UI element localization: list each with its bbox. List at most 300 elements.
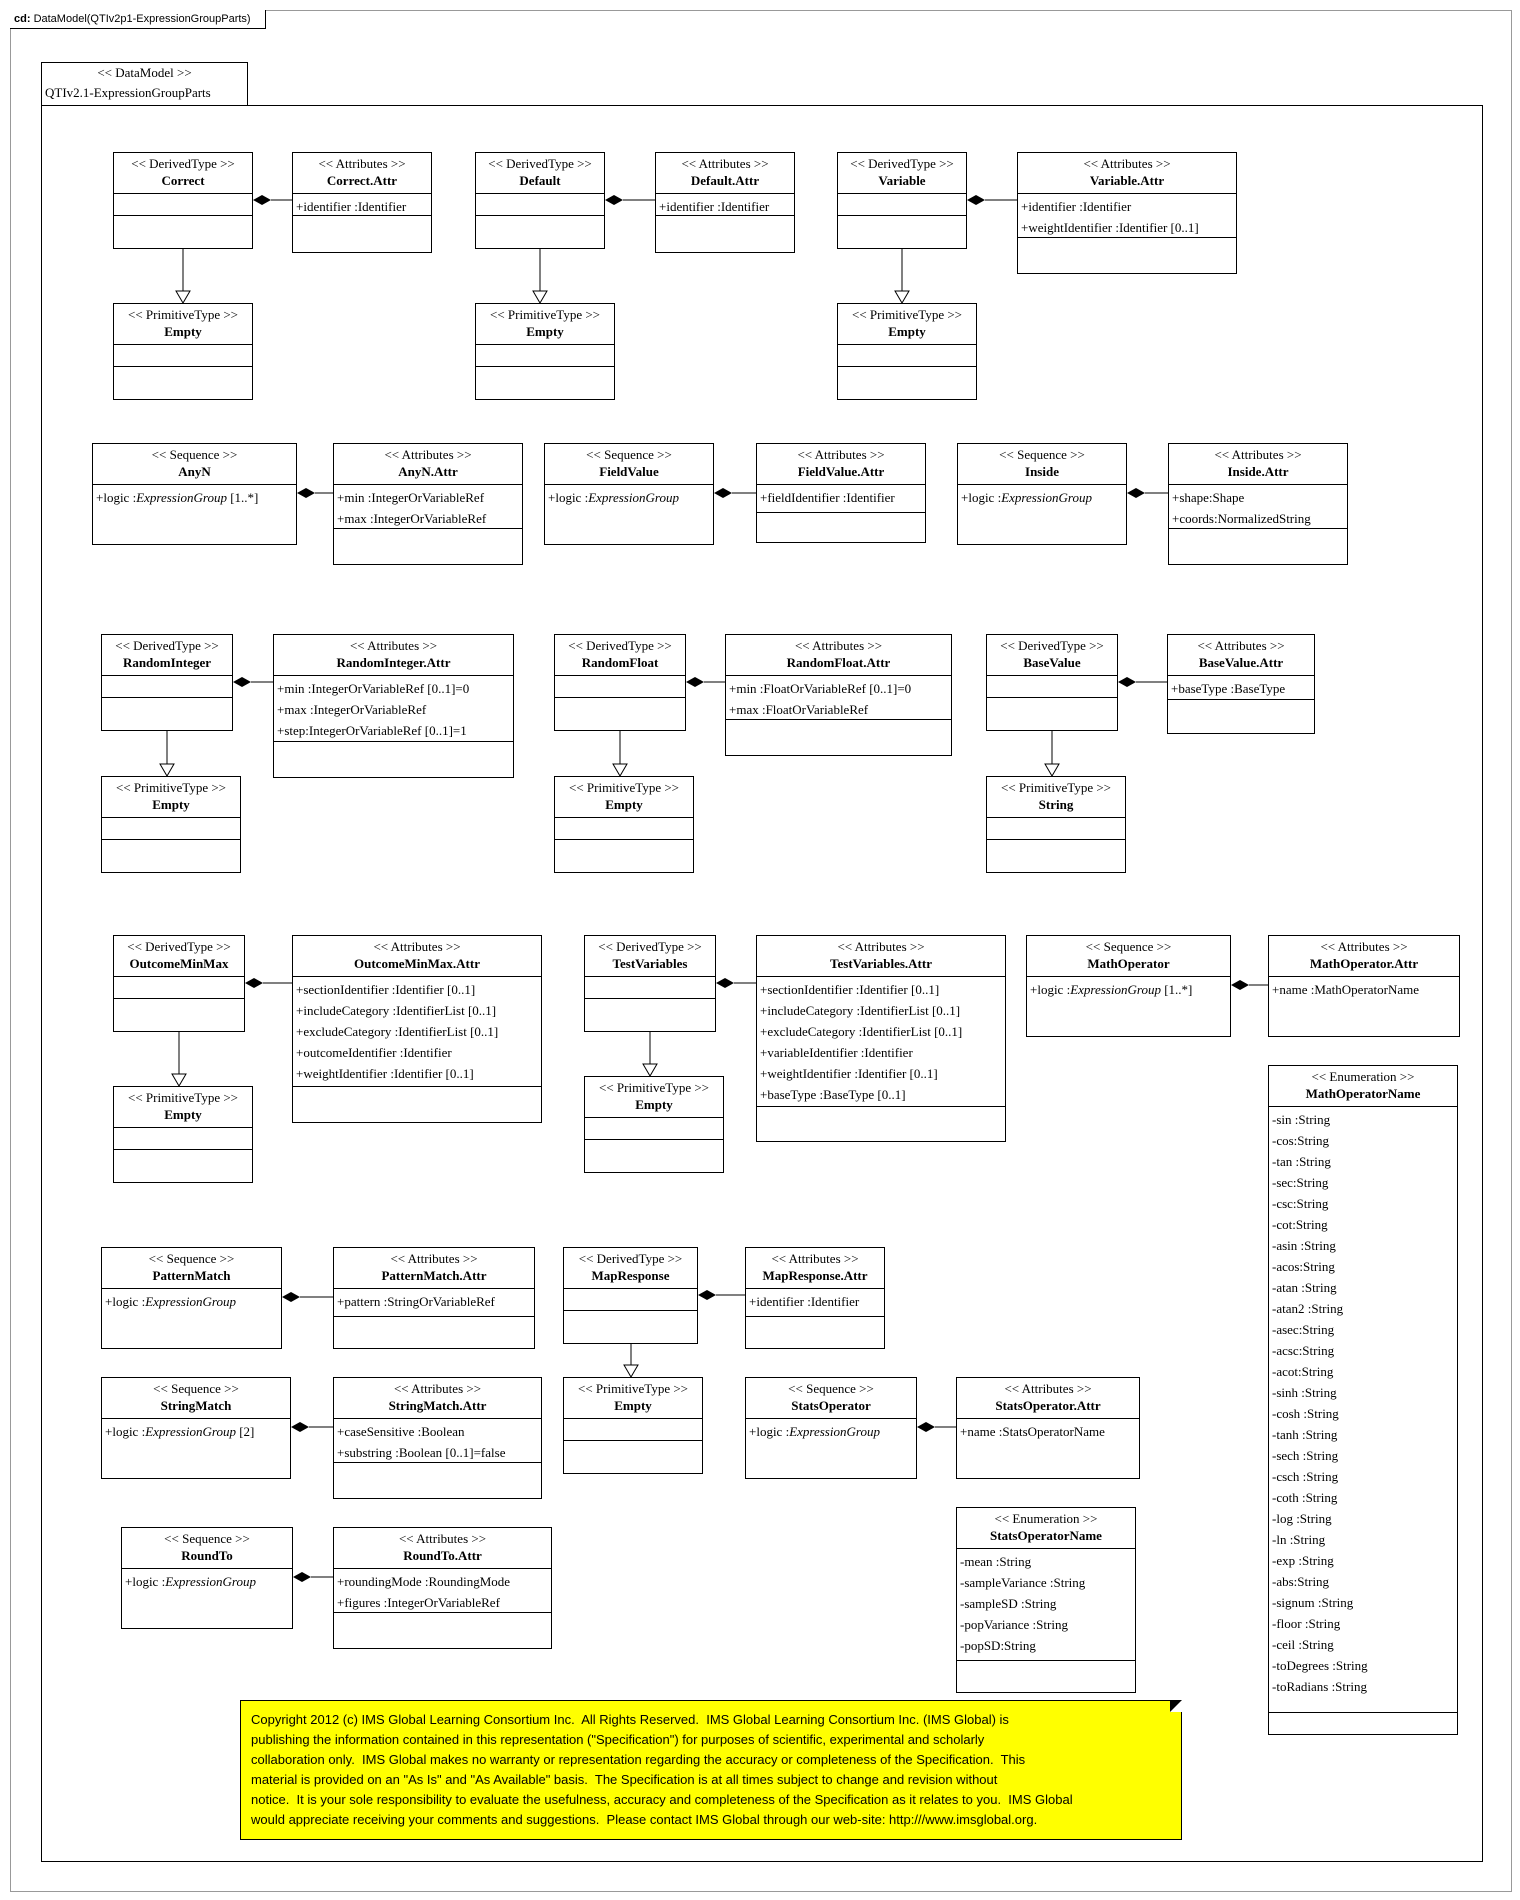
- class-stereotype: << DerivedType >>: [488, 156, 592, 171]
- attribute-compartment: [746, 1289, 884, 1317]
- attribute-row: -sinh :String: [1272, 1385, 1337, 1400]
- operation-compartment: [726, 720, 951, 748]
- attribute-row: -sampleVariance :String: [960, 1575, 1086, 1590]
- class-name: MathOperator: [1087, 956, 1170, 971]
- class-default[interactable]: [475, 152, 605, 249]
- class-stereotype: << Sequence >>: [164, 1531, 250, 1546]
- attribute-row: +identifier :Identifier: [296, 199, 407, 214]
- class-name: Variable.Attr: [1089, 173, 1165, 188]
- operation-compartment: [757, 513, 925, 541]
- attribute-row: +sectionIdentifier :Identifier [0..1]: [760, 982, 940, 997]
- class-header: [555, 777, 693, 818]
- class-stringmatch[interactable]: [101, 1377, 291, 1479]
- class-stereotype: << PrimitiveType >>: [489, 307, 601, 322]
- attribute-row: -popVariance :String: [960, 1617, 1068, 1632]
- class-basevalue-attr[interactable]: [1167, 634, 1315, 734]
- attribute-row: -exp :String: [1272, 1553, 1334, 1568]
- operation-compartment: [656, 216, 794, 244]
- class-patternmatch[interactable]: [101, 1247, 282, 1349]
- class-mathoperator[interactable]: [1026, 935, 1231, 1037]
- class-stereotype: << PrimitiveType >>: [127, 307, 239, 322]
- attribute-row: -asec:String: [1272, 1322, 1335, 1337]
- class-stereotype: << Enumeration >>: [1311, 1069, 1415, 1084]
- class-mapresponse-empty[interactable]: [563, 1377, 703, 1474]
- class-randominteger-attr[interactable]: [273, 634, 514, 778]
- class-stereotype: << DerivedType >>: [1000, 638, 1104, 653]
- frame-label: cd: DataModel(QTIv2p1-ExpressionGroupParts): [10, 10, 266, 29]
- attribute-compartment: [958, 485, 1126, 513]
- class-stereotype: << DerivedType >>: [568, 638, 672, 653]
- class-name: TestVariables.Attr: [830, 956, 932, 971]
- class-header: [476, 153, 604, 194]
- class-name: Empty: [614, 1398, 652, 1413]
- attribute-row: +shape:Shape: [1172, 490, 1245, 505]
- class-fieldvalue-attr[interactable]: [756, 443, 926, 543]
- class-fieldvalue[interactable]: [544, 443, 714, 545]
- class-stereotype: << Enumeration >>: [994, 1511, 1098, 1526]
- class-stereotype: << Attributes >>: [1004, 1381, 1092, 1396]
- operation-compartment: [1018, 238, 1236, 266]
- class-statsoperatorname[interactable]: [956, 1507, 1136, 1693]
- attribute-row: -coth :String: [1272, 1490, 1338, 1505]
- attribute-row: +min :FloatOrVariableRef [0..1]=0: [729, 681, 912, 696]
- class-header: [838, 304, 976, 345]
- attribute-compartment: [1018, 194, 1236, 238]
- class-header: [114, 304, 252, 345]
- class-stereotype: << DerivedType >>: [115, 638, 219, 653]
- class-header: [476, 304, 614, 345]
- class-anyn[interactable]: [92, 443, 297, 545]
- class-basevalue[interactable]: [986, 634, 1118, 731]
- class-name: PatternMatch.Attr: [381, 1268, 487, 1283]
- attribute-row: +excludeCategory :IdentifierList [0..1]: [760, 1024, 963, 1039]
- attribute-compartment: [334, 1569, 551, 1613]
- operation-compartment: [274, 742, 513, 770]
- class-anyn-attr[interactable]: [333, 443, 523, 565]
- attribute-row: -sampleSD :String: [960, 1596, 1057, 1611]
- attribute-row: -asin :String: [1272, 1238, 1336, 1253]
- class-stringmatch-attr[interactable]: [333, 1377, 542, 1499]
- attribute-row: -cos:String: [1272, 1133, 1330, 1148]
- class-default-empty[interactable]: [475, 303, 615, 400]
- attribute-row: +step:IntegerOrVariableRef [0..1]=1: [277, 723, 467, 738]
- class-stereotype: << Attributes >>: [1197, 638, 1285, 653]
- operation-compartment: [293, 216, 431, 244]
- operation-compartment: [334, 529, 522, 557]
- attribute-compartment: [957, 1419, 1139, 1447]
- class-name: Empty: [526, 324, 564, 339]
- attribute-compartment: [114, 345, 252, 367]
- attribute-row: +logic :ExpressionGroup: [961, 490, 1092, 505]
- attribute-row: +caseSensitive :Boolean: [337, 1424, 465, 1439]
- attribute-row: -tan :String: [1272, 1154, 1331, 1169]
- class-name: RoundTo.Attr: [403, 1548, 482, 1563]
- class-name: StringMatch.Attr: [388, 1398, 487, 1413]
- attribute-row: +logic :ExpressionGroup: [125, 1574, 256, 1589]
- class-stereotype: << DerivedType >>: [131, 156, 235, 171]
- class-name: Default: [519, 173, 561, 188]
- class-header: [746, 1378, 916, 1419]
- class-header: [585, 1077, 723, 1118]
- class-header: [757, 936, 1005, 977]
- class-name: Correct.Attr: [326, 173, 398, 188]
- class-name: TestVariables: [612, 956, 688, 971]
- attribute-compartment: [476, 194, 604, 216]
- class-statsoperator-attr[interactable]: [956, 1377, 1140, 1479]
- class-variable-attr[interactable]: [1017, 152, 1237, 274]
- class-stereotype: << PrimitiveType >>: [115, 780, 227, 795]
- operation-compartment: [114, 216, 252, 238]
- attribute-row: +baseType :BaseType [0..1]: [760, 1087, 906, 1102]
- class-header: [564, 1248, 697, 1289]
- class-stereotype: << Sequence >>: [148, 1251, 235, 1266]
- attribute-row: +coords:NormalizedString: [1172, 511, 1311, 526]
- attribute-row: +min :IntegerOrVariableRef [0..1]=0: [277, 681, 470, 696]
- attribute-row: +fieldIdentifier :Identifier: [760, 490, 895, 505]
- class-header: [102, 1378, 290, 1419]
- class-basevalue-string[interactable]: [986, 776, 1126, 873]
- class-header: [334, 1528, 551, 1569]
- class-name: Default.Attr: [690, 173, 760, 188]
- class-header: [1168, 635, 1314, 676]
- class-mapresponse[interactable]: [563, 1247, 698, 1344]
- class-statsoperator[interactable]: [745, 1377, 917, 1479]
- class-name: StatsOperator: [791, 1398, 871, 1413]
- operation-compartment: [746, 1317, 884, 1345]
- operation-compartment: [555, 698, 685, 720]
- class-header: [564, 1378, 702, 1419]
- class-stereotype: << Attributes >>: [837, 939, 925, 954]
- class-header: [958, 444, 1126, 485]
- operation-compartment: [564, 1311, 697, 1333]
- attribute-compartment: [555, 818, 693, 840]
- class-stereotype: << Attributes >>: [1214, 447, 1302, 462]
- attribute-row: +max :FloatOrVariableRef: [729, 702, 869, 717]
- class-outcomeminmax-attr[interactable]: [292, 935, 542, 1123]
- attribute-row: +logic :ExpressionGroup [1..*]: [1030, 982, 1193, 997]
- operation-compartment: [102, 698, 232, 720]
- class-mathoperatorname[interactable]: [1268, 1065, 1458, 1735]
- package-stereotype: << DataModel >>: [97, 65, 192, 80]
- attribute-row: -log :String: [1272, 1511, 1332, 1526]
- class-name: RoundTo: [181, 1548, 233, 1563]
- class-header: [838, 153, 966, 194]
- class-header: [987, 777, 1125, 818]
- class-header: [1269, 1066, 1457, 1107]
- class-name: MathOperator.Attr: [1309, 956, 1419, 971]
- class-stereotype: << DerivedType >>: [850, 156, 954, 171]
- operation-compartment: [1168, 700, 1314, 728]
- class-stereotype: << Attributes >>: [398, 1531, 487, 1546]
- attribute-compartment: [114, 194, 252, 216]
- attribute-compartment: [1027, 977, 1230, 1005]
- attribute-compartment: [656, 194, 794, 216]
- class-testvariables-attr[interactable]: [756, 935, 1006, 1142]
- class-stereotype: << Attributes >>: [349, 638, 438, 653]
- attribute-row: +max :IntegerOrVariableRef: [337, 511, 487, 526]
- attribute-row: -ln :String: [1272, 1532, 1326, 1547]
- class-header: [293, 153, 431, 194]
- class-header: [757, 444, 925, 485]
- class-stereotype: << PrimitiveType >>: [1000, 780, 1112, 795]
- attribute-compartment: [757, 977, 1005, 1107]
- class-stereotype: << Attributes >>: [384, 447, 472, 462]
- class-name: FieldValue: [599, 464, 659, 479]
- attribute-compartment: [564, 1419, 702, 1441]
- class-name: RandomFloat.Attr: [786, 655, 891, 670]
- attribute-compartment: [726, 676, 951, 720]
- class-name: MapResponse: [591, 1268, 670, 1283]
- class-name: BaseValue.Attr: [1198, 655, 1284, 670]
- class-stereotype: << Attributes >>: [794, 638, 883, 653]
- attribute-row: +logic :ExpressionGroup: [548, 490, 679, 505]
- class-header: [545, 444, 713, 485]
- attribute-row: -csc:String: [1272, 1196, 1329, 1211]
- class-name: MapResponse.Attr: [762, 1268, 868, 1283]
- class-randominteger[interactable]: [101, 634, 233, 731]
- attribute-compartment: [987, 676, 1117, 698]
- attribute-row: +logic :ExpressionGroup: [749, 1424, 880, 1439]
- class-inside[interactable]: [957, 443, 1127, 545]
- operation-compartment: [564, 1441, 702, 1463]
- attribute-compartment: [1169, 485, 1347, 529]
- note-text: Copyright 2012 (c) IMS Global Learning Consortium Inc. All Rights Reserved. IMS Global Learning Consortium Inc. (IMS Global) is publishing the information contained in this representation ("Specification") for purposes of scientific, experimental and scholarly collaboration only. IMS Global makes no warranty or representation regarding the accuracy or completeness of the Specification. This material is provided on an "As Is" and "As Available" basis. The Specification is at all times subject to change and revision without notice. It is your sole responsibility to evaluate the usefulness, accuracy and completeness of the Specification as it relates to you. IMS Global would appreciate receiving your comments and suggestions. Please contact IMS Global through our web-site: http:///www.imsglobal.org.: [251, 1712, 1073, 1827]
- attribute-row: +logic :ExpressionGroup [2]: [105, 1424, 255, 1439]
- copyright-note: [240, 1700, 1182, 1840]
- attribute-compartment: [293, 194, 431, 216]
- attribute-row: -tanh :String: [1272, 1427, 1338, 1442]
- attribute-compartment: [114, 977, 244, 999]
- class-name: StatsOperator.Attr: [995, 1398, 1101, 1413]
- attribute-row: +identifier :Identifier: [659, 199, 770, 214]
- operation-compartment: [114, 367, 252, 389]
- class-header: [122, 1528, 292, 1569]
- operation-compartment: [114, 999, 244, 1021]
- attribute-compartment: [1269, 1107, 1457, 1713]
- package-name: QTIv2.1-ExpressionGroupParts: [45, 85, 211, 100]
- class-header: [114, 153, 252, 194]
- class-stereotype: << DerivedType >>: [598, 939, 702, 954]
- class-inside-attr[interactable]: [1168, 443, 1348, 565]
- attribute-row: -mean :String: [960, 1554, 1032, 1569]
- class-roundto[interactable]: [121, 1527, 293, 1629]
- class-header: [114, 936, 244, 977]
- package-tab: [41, 62, 248, 107]
- class-testvariables[interactable]: [584, 935, 716, 1032]
- operation-compartment: [987, 840, 1125, 862]
- attribute-row: +excludeCategory :IdentifierList [0..1]: [296, 1024, 499, 1039]
- attribute-row: +outcomeIdentifier :Identifier: [296, 1045, 452, 1060]
- class-randominteger-empty[interactable]: [101, 776, 241, 873]
- class-name: OutcomeMinMax: [129, 956, 229, 971]
- class-stereotype: << Sequence >>: [151, 447, 238, 462]
- class-mapresponse-attr[interactable]: [745, 1247, 885, 1349]
- class-name: OutcomeMinMax.Attr: [354, 956, 480, 971]
- class-header: [1269, 936, 1459, 977]
- attribute-row: +logic :ExpressionGroup [1..*]: [96, 490, 259, 505]
- attribute-compartment: [987, 818, 1125, 840]
- class-stereotype: << Attributes >>: [797, 447, 885, 462]
- operation-compartment: [476, 216, 604, 238]
- class-patternmatch-attr[interactable]: [333, 1247, 535, 1349]
- class-name: Inside.Attr: [1227, 464, 1289, 479]
- attribute-compartment: [114, 1128, 252, 1150]
- attribute-row: +name :StatsOperatorName: [960, 1424, 1105, 1439]
- class-correct[interactable]: [113, 152, 253, 249]
- class-name: MathOperatorName: [1305, 1086, 1421, 1101]
- class-header: [102, 777, 240, 818]
- attribute-compartment: [293, 977, 541, 1087]
- operation-compartment: [757, 1107, 1005, 1135]
- operation-compartment: [334, 1463, 541, 1491]
- attribute-compartment: [334, 1419, 541, 1463]
- attribute-compartment: [1168, 676, 1314, 700]
- class-header: [585, 936, 715, 977]
- class-stereotype: << Attributes >>: [390, 1251, 478, 1266]
- class-name: Inside: [1025, 464, 1059, 479]
- class-name: Empty: [635, 1097, 673, 1112]
- class-header: [274, 635, 513, 676]
- class-stereotype: << Attributes >>: [373, 939, 461, 954]
- attribute-row: +sectionIdentifier :Identifier [0..1]: [296, 982, 476, 997]
- class-mathoperator-attr[interactable]: [1268, 935, 1460, 1037]
- operation-compartment: [585, 999, 715, 1021]
- attribute-compartment: [334, 1289, 534, 1317]
- class-name: FieldValue.Attr: [797, 464, 885, 479]
- operation-compartment: [585, 1140, 723, 1162]
- class-header: [334, 1248, 534, 1289]
- attribute-row: +includeCategory :IdentifierList [0..1]: [760, 1003, 961, 1018]
- attribute-compartment: [545, 485, 713, 513]
- class-header: [957, 1378, 1139, 1419]
- attribute-compartment: [102, 1289, 281, 1317]
- attribute-compartment: [957, 1549, 1135, 1661]
- class-randomfloat-attr[interactable]: [725, 634, 952, 756]
- class-name: RandomInteger.Attr: [336, 655, 451, 670]
- attribute-row: +pattern :StringOrVariableRef: [337, 1294, 495, 1309]
- attribute-row: -abs:String: [1272, 1574, 1330, 1589]
- class-name: String: [1038, 797, 1074, 812]
- attribute-row: -sin :String: [1272, 1112, 1331, 1127]
- attribute-row: +substring :Boolean [0..1]=false: [337, 1445, 506, 1460]
- class-name: AnyN.Attr: [398, 464, 458, 479]
- class-header: [957, 1508, 1135, 1549]
- class-name: Empty: [888, 324, 926, 339]
- class-stereotype: << DerivedType >>: [578, 1251, 683, 1266]
- operation-compartment: [838, 216, 966, 238]
- class-name: RandomInteger: [122, 655, 212, 670]
- class-stereotype: << PrimitiveType >>: [577, 1381, 689, 1396]
- class-header: [1169, 444, 1347, 485]
- attribute-row: +variableIdentifier :Identifier: [760, 1045, 913, 1060]
- class-variable[interactable]: [837, 152, 967, 249]
- class-stereotype: << PrimitiveType >>: [598, 1080, 710, 1095]
- attribute-compartment: [1269, 977, 1459, 1005]
- class-name: Empty: [152, 797, 190, 812]
- attribute-row: +weightIdentifier :Identifier [0..1]: [296, 1066, 474, 1081]
- attribute-row: -atan2 :String: [1272, 1301, 1344, 1316]
- class-stereotype: << Sequence >>: [1085, 939, 1172, 954]
- attribute-compartment: [102, 818, 240, 840]
- attribute-compartment: [102, 1419, 290, 1447]
- attribute-row: +logic :ExpressionGroup: [105, 1294, 236, 1309]
- operation-compartment: [987, 698, 1117, 720]
- class-name: Variable: [878, 173, 926, 188]
- attribute-compartment: [746, 1419, 916, 1447]
- class-name: StatsOperatorName: [990, 1528, 1102, 1543]
- class-variable-empty[interactable]: [837, 303, 977, 400]
- class-stereotype: << Sequence >>: [999, 447, 1085, 462]
- class-header: [1027, 936, 1230, 977]
- class-randomfloat[interactable]: [554, 634, 686, 731]
- attribute-row: +figures :IntegerOrVariableRef: [337, 1595, 500, 1610]
- class-stereotype: << Sequence >>: [586, 447, 672, 462]
- class-default-attr[interactable]: [655, 152, 795, 253]
- attribute-compartment: [476, 345, 614, 367]
- attribute-compartment: [334, 485, 522, 529]
- attribute-row: +name :MathOperatorName: [1272, 982, 1420, 997]
- operation-compartment: [334, 1317, 534, 1345]
- class-header: [102, 1248, 281, 1289]
- attribute-row: -sech :String: [1272, 1448, 1339, 1463]
- attribute-compartment: [585, 1118, 723, 1140]
- class-stereotype: << Sequence >>: [153, 1381, 239, 1396]
- class-correct-empty[interactable]: [113, 303, 253, 400]
- attribute-row: -csch :String: [1272, 1469, 1339, 1484]
- operation-compartment: [293, 1087, 541, 1115]
- operation-compartment: [1169, 529, 1347, 557]
- attribute-row: +baseType :BaseType: [1171, 681, 1286, 696]
- class-outcomeminmax[interactable]: [113, 935, 245, 1032]
- attribute-row: -acsc:String: [1272, 1343, 1335, 1358]
- attribute-compartment: [555, 676, 685, 698]
- class-randomfloat-empty[interactable]: [554, 776, 694, 873]
- operation-compartment: [334, 1613, 551, 1641]
- class-stereotype: << Attributes >>: [393, 1381, 482, 1396]
- attribute-compartment: [564, 1289, 697, 1311]
- class-stereotype: << Attributes >>: [681, 156, 769, 171]
- attribute-compartment: [93, 485, 296, 513]
- attribute-row: +identifier :Identifier: [1021, 199, 1132, 214]
- class-header: [334, 444, 522, 485]
- note-fold-corner: [1170, 1700, 1182, 1712]
- class-header: [726, 635, 951, 676]
- class-roundto-attr[interactable]: [333, 1527, 552, 1649]
- attribute-row: -acot:String: [1272, 1364, 1334, 1379]
- attribute-compartment: [585, 977, 715, 999]
- attribute-compartment: [838, 194, 966, 216]
- attribute-row: +max :IntegerOrVariableRef: [277, 702, 427, 717]
- class-header: [114, 1087, 252, 1128]
- operation-compartment: [838, 367, 976, 389]
- class-stereotype: << Attributes >>: [1083, 156, 1171, 171]
- attribute-row: +identifier :Identifier: [749, 1294, 860, 1309]
- attribute-row: +min :IntegerOrVariableRef: [337, 490, 485, 505]
- attribute-row: +includeCategory :IdentifierList [0..1]: [296, 1003, 497, 1018]
- class-header: [102, 635, 232, 676]
- class-name: BaseValue: [1023, 655, 1081, 670]
- class-name: AnyN: [178, 464, 211, 479]
- class-outcomeminmax-empty[interactable]: [113, 1086, 253, 1183]
- class-correct-attr[interactable]: [292, 152, 432, 253]
- attribute-row: -acos:String: [1272, 1259, 1335, 1274]
- attribute-row: -ceil :String: [1272, 1637, 1334, 1652]
- class-stereotype: << Attributes >>: [318, 156, 406, 171]
- class-name: Empty: [164, 324, 202, 339]
- class-testvariables-empty[interactable]: [584, 1076, 724, 1173]
- class-stereotype: << Sequence >>: [788, 1381, 874, 1396]
- class-stereotype: << Attributes >>: [771, 1251, 859, 1266]
